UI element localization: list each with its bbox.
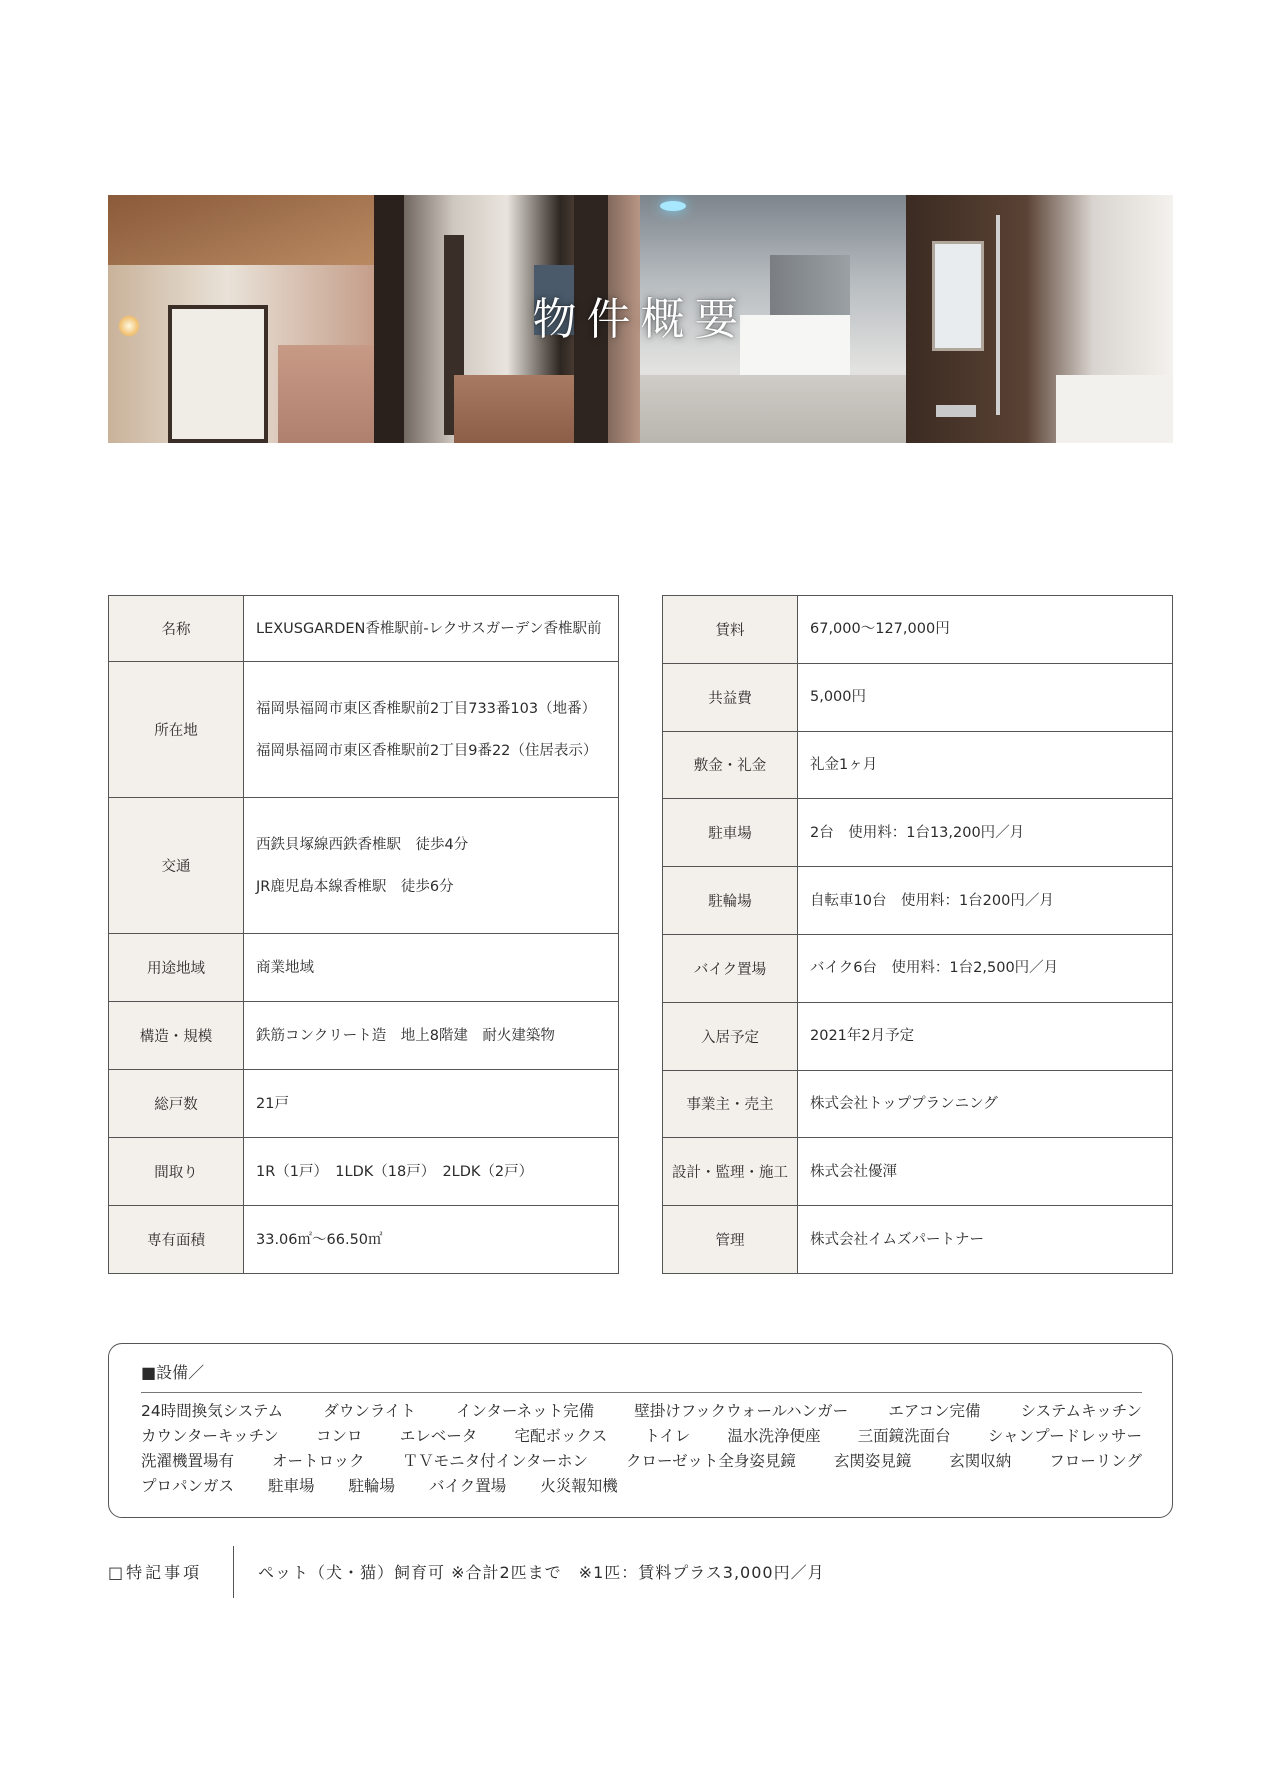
equipment-item: 玄関収納: [949, 1452, 1012, 1470]
value-line: 鉄筋コンクリート造 地上8階建 耐火建築物: [256, 1027, 555, 1044]
equipment-item: 温水洗浄便座: [727, 1427, 821, 1445]
table-row: [109, 934, 619, 1002]
special-notes-divider: [233, 1546, 234, 1598]
value-management: 株式会社イムズパートナー: [798, 1206, 1173, 1274]
equipment-item: 洗濯機置場有: [141, 1452, 235, 1470]
table-row: [109, 1138, 619, 1206]
equipment-item: バイク置場: [429, 1477, 507, 1495]
page-title: 物件概要: [532, 294, 749, 345]
label-motorbike-parking: バイク置場: [663, 934, 798, 1002]
equipment-item: ダウンライト: [323, 1402, 416, 1420]
table-row: [663, 1002, 1173, 1070]
label-total-units: 総戸数: [109, 1070, 244, 1138]
label-address: 所在地: [109, 662, 244, 798]
table-row: [109, 662, 619, 798]
label-transport: 交通: [109, 798, 244, 934]
table-row: [663, 1206, 1173, 1274]
label-management: 管理: [663, 1206, 798, 1274]
label-developer: 事業主・売主: [663, 1070, 798, 1138]
equipment-heading: ■設備／: [141, 1363, 205, 1382]
equipment-item: 24時間換気システム: [141, 1402, 284, 1420]
table-row: [109, 1070, 619, 1138]
table-row: [663, 867, 1173, 935]
equipment-row: [141, 1449, 1142, 1474]
equipment-item: ＴＶモニタ付インターホン: [402, 1452, 589, 1470]
value-floor-area: [244, 1206, 619, 1274]
value-motorbike-parking: バイク6台 使用料：1台2,500円／月: [798, 934, 1173, 1002]
label-parking: 駐車場: [663, 799, 798, 867]
label-design-construction: 設計・監理・施工: [663, 1138, 798, 1206]
special-notes-label: □特記事項: [108, 1563, 203, 1582]
label-name: 名称: [109, 596, 244, 662]
equipment-item: プロパンガス: [141, 1477, 235, 1495]
equipment-item: フローリング: [1049, 1452, 1142, 1470]
table-row: [109, 596, 619, 662]
label-zoning: 用途地域: [109, 934, 244, 1002]
value-address: [244, 662, 619, 798]
equipment-item: 駐車場: [268, 1477, 315, 1495]
label-rent: 賃料: [663, 596, 798, 664]
label-floor-plans: 間取り: [109, 1138, 244, 1206]
value-name: [244, 596, 619, 662]
equipment-divider: [141, 1392, 1142, 1393]
equipment-item: 火災報知機: [540, 1477, 618, 1495]
equipment-item: クローゼット全身姿見鏡: [625, 1452, 796, 1470]
equipment-item: 壁掛けフックウォールハンガー: [634, 1402, 849, 1420]
equipment-box: [108, 1343, 1173, 1518]
table-row: [109, 798, 619, 934]
table-row: [663, 663, 1173, 731]
equipment-item: エアコン完備: [888, 1402, 981, 1420]
equipment-item: 玄関姿見鏡: [833, 1452, 912, 1470]
equipment-item: トイレ: [644, 1427, 691, 1445]
equipment-item: 三面鏡洗面台: [857, 1427, 951, 1445]
value-line: 福岡県福岡市東区香椎駅前2丁目733番103（地番）: [256, 700, 597, 717]
value-parking: 2台 使用料：1台13,200円／月: [798, 799, 1173, 867]
special-notes-text: ペット（犬・猫）飼育可 ※合計2匹まで ※1匹：賃料プラス3,000円／月: [258, 1563, 825, 1582]
label-bicycle-parking: 駐輪場: [663, 867, 798, 935]
table-row: [109, 1206, 619, 1274]
label-move-in: 入居予定: [663, 1002, 798, 1070]
label-deposit: 敷金・礼金: [663, 731, 798, 799]
equipment-item: 駐輪場: [348, 1477, 396, 1495]
equipment-item: オートロック: [271, 1452, 365, 1470]
equipment-item: シャンプードレッサー: [987, 1427, 1142, 1445]
label-structure: 構造・規模: [109, 1002, 244, 1070]
equipment-item: エレベータ: [399, 1427, 478, 1445]
equipment-item: システムキッチン: [1020, 1402, 1142, 1420]
value-move-in: 2021年2月予定: [798, 1002, 1173, 1070]
table-row: [663, 1070, 1173, 1138]
property-summary-table-right: [662, 595, 1173, 1274]
value-transport: [244, 798, 619, 934]
value-line: 21戸: [256, 1095, 289, 1112]
label-floor-area: 専有面積: [109, 1206, 244, 1274]
value-developer: 株式会社トッププランニング: [798, 1070, 1173, 1138]
equipment-row: [141, 1424, 1142, 1449]
value-floor-plans: [244, 1138, 619, 1206]
table-row: [663, 799, 1173, 867]
equipment-item: コンロ: [316, 1427, 363, 1445]
equipment-item: インターネット完備: [455, 1402, 595, 1420]
property-summary-table-left: [108, 595, 619, 1274]
label-common-fee: 共益費: [663, 663, 798, 731]
value-deposit: 礼金1ヶ月: [798, 731, 1173, 799]
table-row: [109, 1002, 619, 1070]
equipment-item: 宅配ボックス: [514, 1427, 608, 1445]
equipment-row: [141, 1399, 1142, 1424]
value-line: 商業地域: [256, 959, 314, 976]
value-line: JR鹿児島本線香椎駅 徒歩6分: [256, 878, 454, 895]
table-row: [663, 934, 1173, 1002]
value-line: 福岡県福岡市東区香椎駅前2丁目9番22（住居表示）: [256, 742, 598, 759]
value-total-units: [244, 1070, 619, 1138]
equipment-row: [141, 1474, 1142, 1499]
table-row: [663, 596, 1173, 664]
equipment-list: [141, 1399, 1142, 1499]
value-line: 西鉄貝塚線西鉄香椎駅 徒歩4分: [256, 836, 469, 853]
value-line: 33.06㎡～66.50㎡: [256, 1231, 383, 1248]
table-row: [663, 1138, 1173, 1206]
value-design-construction: 株式会社優渾: [798, 1138, 1173, 1206]
value-structure: [244, 1002, 619, 1070]
value-rent: 67,000～127,000円: [798, 596, 1173, 664]
value-line: 1R（1戸） 1LDK（18戸） 2LDK（2戸）: [256, 1163, 534, 1180]
value-bicycle-parking: 自転車10台 使用料：1台200円／月: [798, 867, 1173, 935]
value-zoning: [244, 934, 619, 1002]
value-common-fee: 5,000円: [798, 663, 1173, 731]
value-line: LEXUSGARDEN香椎駅前-レクサスガーデン香椎駅前: [256, 620, 602, 637]
equipment-item: カウンターキッチン: [141, 1427, 279, 1445]
table-row: [663, 731, 1173, 799]
hero-banner: [108, 195, 1173, 443]
